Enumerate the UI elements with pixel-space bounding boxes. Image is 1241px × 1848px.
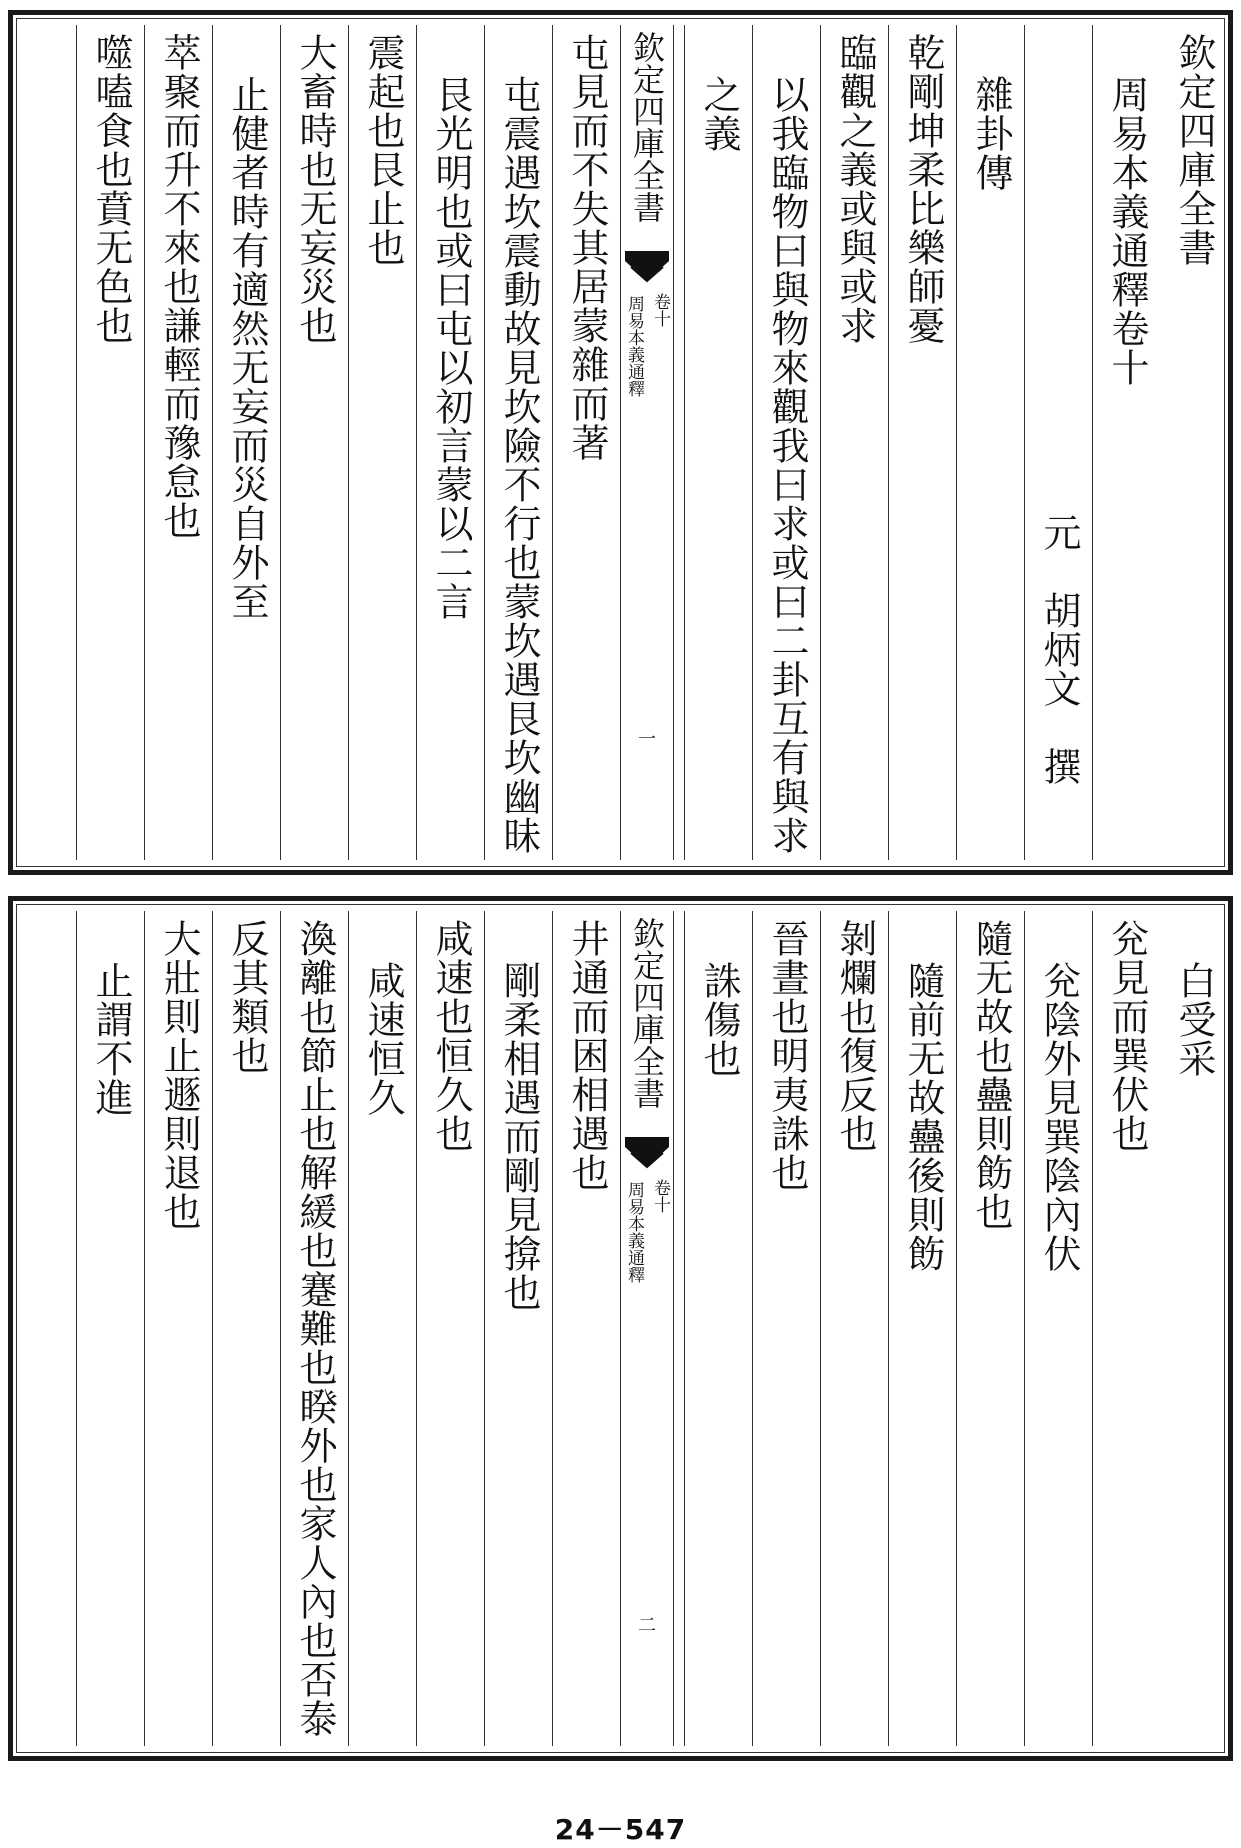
- column-text: 艮光明也或曰屯以初言蒙以二言: [429, 75, 473, 621]
- column-text: 之義: [697, 75, 741, 153]
- text-column: [820, 911, 889, 1746]
- center-fold-strip: [620, 25, 674, 860]
- column-text: 隨无故也蠱則飭也: [969, 919, 1013, 1231]
- text-column: [752, 911, 821, 1746]
- column-text: 噬嗑食也賁无色也: [89, 33, 133, 345]
- text-column: [416, 911, 485, 1746]
- text-column: [1160, 911, 1228, 1746]
- text-column: [484, 911, 553, 1746]
- text-column: [552, 911, 621, 1746]
- text-column: [684, 25, 753, 860]
- fishtail-mark-icon: [625, 1137, 669, 1169]
- text-column: [552, 25, 621, 860]
- column-text: 欽定四庫全書: [1172, 33, 1216, 267]
- column-text: 以我臨物曰與物來觀我曰求或曰二卦互有與求: [765, 75, 809, 855]
- page-number: 24－547: [554, 1813, 687, 1846]
- text-column: [144, 911, 213, 1746]
- column-text: 隨前无故蠱後則飭: [901, 961, 945, 1273]
- column-text: 誅傷也: [697, 961, 741, 1078]
- text-column: [76, 25, 145, 860]
- column-text: 臨觀之義或與或求: [833, 33, 877, 345]
- text-column: [484, 25, 553, 860]
- text-column: [1024, 25, 1093, 860]
- column-text: 剛柔相遇而剛見揜也: [497, 961, 541, 1312]
- text-column: [212, 25, 281, 860]
- text-column: [280, 911, 349, 1746]
- column-text: 止健者時有適然无妄而災自外至: [225, 75, 269, 621]
- column-text: 元 胡炳文 撰: [1037, 513, 1081, 786]
- center-volume: 卷十: [650, 1179, 670, 1213]
- text-column: [76, 911, 145, 1746]
- column-text: 震起也艮止也: [361, 33, 405, 267]
- column-text: 渙離也節止也解緩也蹇難也睽外也家人內也否泰: [293, 919, 337, 1738]
- center-volume: 卷十: [650, 293, 670, 327]
- column-text: 晉晝也明夷誅也: [765, 919, 809, 1192]
- column-text: 大壯則止遯則退也: [157, 919, 201, 1231]
- text-column: [1160, 25, 1228, 860]
- column-text: 雜卦傳: [969, 75, 1013, 192]
- text-column: [888, 911, 957, 1746]
- center-book-title: 周易本義通釋: [624, 1181, 644, 1283]
- column-text: 兊陰外見巽陰內伏: [1037, 961, 1081, 1273]
- top-page-frame: [8, 10, 1233, 875]
- column-text: 乾剛坤柔比樂師憂: [901, 33, 945, 345]
- column-text: 井通而困相遇也: [565, 919, 609, 1192]
- column-text: 反其類也: [225, 919, 269, 1075]
- column-text: 萃聚而升不來也謙輕而豫怠也: [157, 33, 201, 540]
- text-column: [1092, 25, 1161, 860]
- text-column: [956, 25, 1025, 860]
- text-column: [348, 25, 417, 860]
- column-text: 止謂不進: [89, 961, 133, 1117]
- text-column: [1024, 911, 1093, 1746]
- text-column: [956, 911, 1025, 1746]
- text-column: [1092, 911, 1161, 1746]
- column-text: 剝爛也復反也: [833, 919, 877, 1153]
- column-text: 大畜時也无妄災也: [293, 33, 337, 345]
- text-column: [820, 25, 889, 860]
- column-text: 屯見而不失其居蒙雜而著: [565, 33, 609, 462]
- bottom-page-frame: [8, 896, 1233, 1761]
- fishtail-mark-icon: [625, 251, 669, 283]
- center-fold-strip: [620, 911, 674, 1746]
- text-column: [348, 911, 417, 1746]
- column-text: 白受采: [1172, 961, 1216, 1078]
- text-column: [144, 25, 213, 860]
- column-text: 咸速也恒久也: [429, 919, 473, 1153]
- text-column: [684, 911, 753, 1746]
- leaf-number: 二: [638, 1615, 656, 1636]
- column-text: 兊見而巽伏也: [1105, 919, 1149, 1153]
- text-column: [752, 25, 821, 860]
- center-title: 欽定四庫全書: [628, 917, 666, 1109]
- leaf-number: 一: [638, 729, 656, 750]
- text-column: [416, 25, 485, 860]
- center-title: 欽定四庫全書: [628, 31, 666, 223]
- column-text: 周易本義通釋卷十: [1105, 75, 1149, 387]
- column-text: 咸速恒久: [361, 961, 405, 1117]
- center-book-title: 周易本義通釋: [624, 295, 644, 397]
- text-column: [280, 25, 349, 860]
- column-text: 屯震遇坎震動故見坎險不行也蒙坎遇艮坎幽昧: [497, 75, 541, 855]
- text-column: [888, 25, 957, 860]
- text-column: [212, 911, 281, 1746]
